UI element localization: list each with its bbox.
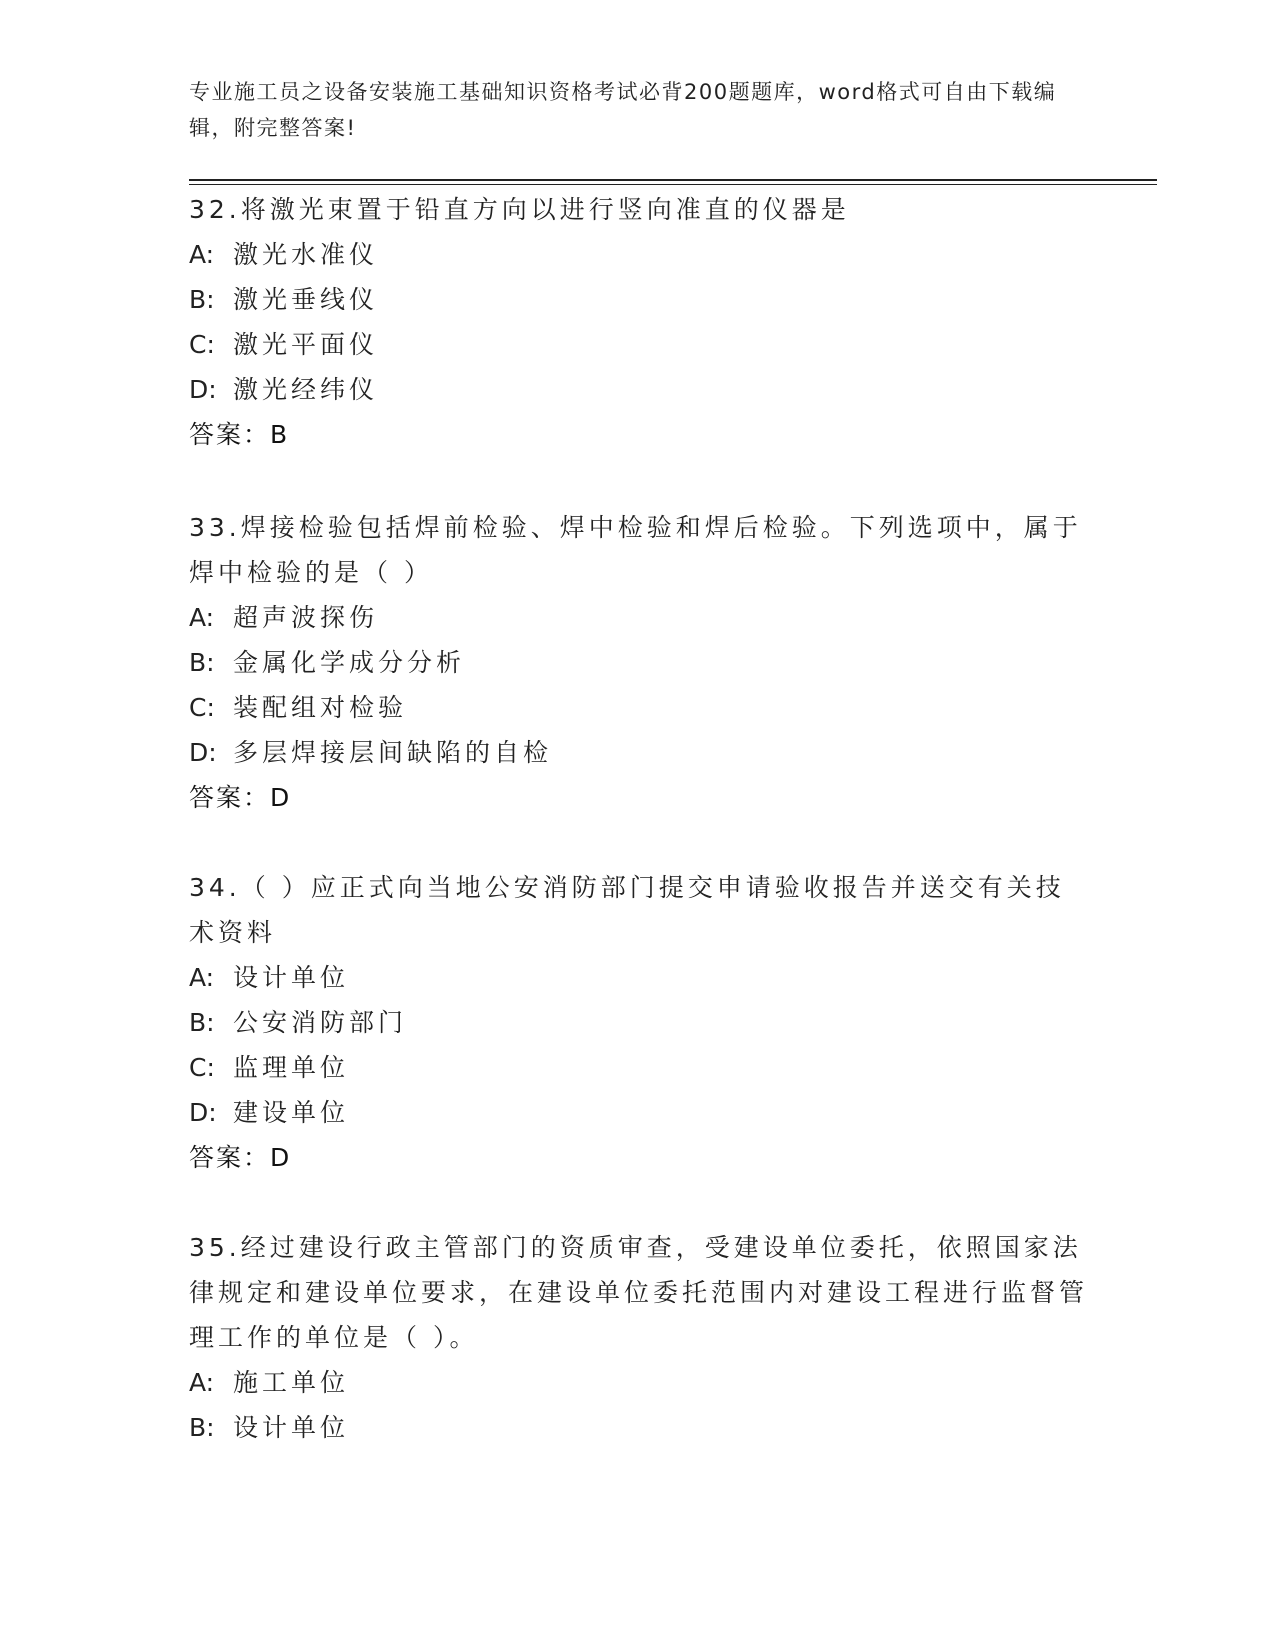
option-letter: B: xyxy=(189,285,215,314)
question-stem: 33.焊接检验包括焊前检验、焊中检验和焊后检验。下列选项中，属于焊中检验的是（ ） xyxy=(189,513,1082,587)
option-text: 多层焊接层间缺陷的自检 xyxy=(233,738,553,767)
option-text: 激光水准仪 xyxy=(233,240,379,269)
option-text: 设计单位 xyxy=(233,1413,350,1442)
question-stem: 32.将激光束置于铅直方向以进行竖向准直的仪器是 xyxy=(189,195,850,224)
option-d xyxy=(189,730,1089,775)
option-letter: A: xyxy=(189,603,215,632)
option-letter: D: xyxy=(189,738,217,767)
option-letter: B: xyxy=(189,1413,215,1442)
option-b xyxy=(189,277,1089,322)
option-text: 监理单位 xyxy=(233,1053,350,1082)
option-b xyxy=(189,1000,1089,1045)
option-a xyxy=(189,955,1089,1000)
question-35 xyxy=(189,1225,1089,1450)
option-a xyxy=(189,595,1089,640)
option-letter: C: xyxy=(189,330,215,359)
option-letter: D: xyxy=(189,375,217,404)
question-stem: 35.经过建设行政主管部门的资质审查，受建设单位委托，依照国家法律规定和建设单位要求，在建设单位委托范围内对建设工程进行监督管理工作的单位是（ ）。 xyxy=(189,1233,1089,1352)
header-divider-thin xyxy=(189,184,1157,185)
question-stem: 34.（ ）应正式向当地公安消防部门提交申请验收报告并送交有关技术资料 xyxy=(189,873,1065,947)
question-32 xyxy=(189,187,1089,457)
option-c xyxy=(189,1045,1089,1090)
header-divider-thick xyxy=(189,179,1157,181)
option-text: 公安消防部门 xyxy=(233,1008,408,1037)
option-text: 金属化学成分分析 xyxy=(233,648,466,677)
option-letter: C: xyxy=(189,693,215,722)
answer-line: 答案：D xyxy=(189,1143,292,1172)
option-letter: A: xyxy=(189,1368,215,1397)
option-letter: B: xyxy=(189,648,215,677)
option-text: 设计单位 xyxy=(233,963,350,992)
answer-line: 答案：D xyxy=(189,783,292,812)
option-letter: A: xyxy=(189,240,215,269)
option-letter: C: xyxy=(189,1053,215,1082)
question-34 xyxy=(189,865,1089,1180)
option-d xyxy=(189,1090,1089,1135)
option-c xyxy=(189,685,1089,730)
option-letter: B: xyxy=(189,1008,215,1037)
option-a xyxy=(189,1360,1089,1405)
option-text: 激光经纬仪 xyxy=(233,375,379,404)
option-letter: A: xyxy=(189,963,215,992)
option-b xyxy=(189,640,1089,685)
option-a xyxy=(189,232,1089,277)
option-c xyxy=(189,322,1089,367)
answer-line: 答案：B xyxy=(189,420,290,449)
option-text: 装配组对检验 xyxy=(233,693,408,722)
option-b xyxy=(189,1405,1089,1450)
option-text: 建设单位 xyxy=(233,1098,350,1127)
option-text: 施工单位 xyxy=(233,1368,350,1397)
question-33 xyxy=(189,505,1089,820)
option-text: 超声波探伤 xyxy=(233,603,379,632)
option-text: 激光平面仪 xyxy=(233,330,379,359)
option-d xyxy=(189,367,1089,412)
document-header: 专业施工员之设备安装施工基础知识资格考试必背200题题库，word格式可自由下载编辑，附完整答案! xyxy=(189,80,1057,140)
option-text: 激光垂线仪 xyxy=(233,285,379,314)
option-letter: D: xyxy=(189,1098,217,1127)
